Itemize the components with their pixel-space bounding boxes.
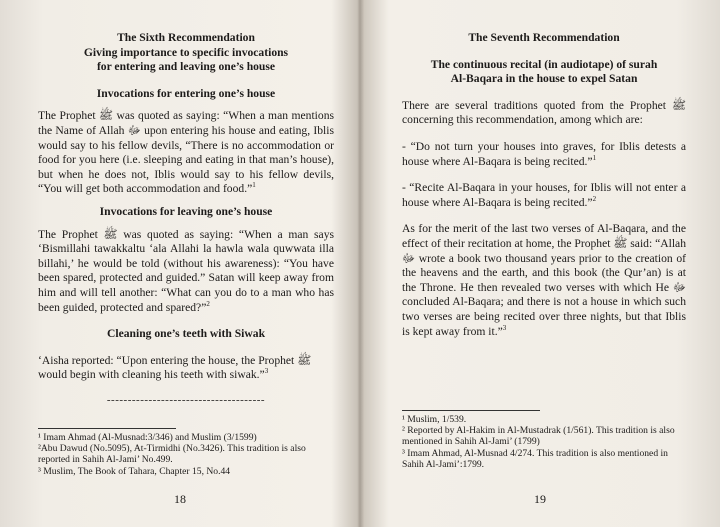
paragraph-tradition-2: - “Recite Al-Baqara in your houses, for Iblis will not enter a house where Al-Baqara is being recited.”$^2$ <box>402 181 686 209</box>
footnote-1: ¹ Muslim, 1/539. <box>402 414 467 425</box>
left-heading-line-2: Giving importance to specific invocations <box>83 45 289 59</box>
footnote-3: ³ Muslim, The Book of Tahara, Chapter 15, No.44 <box>38 465 231 477</box>
dashed-divider: -------------------------------------- <box>106 393 266 406</box>
footnote-rule <box>38 428 176 429</box>
paragraph-tradition-1: - “Do not turn your houses into graves, for Iblis detests a house where Al-Baqara is being recited.”$^1$ <box>402 139 686 168</box>
footnote-2: ²Abu Dawud (No.5095), At-Tirmidhi (No.3426). This tradition is also reported in Sahih Al-Jami’ No.499. <box>38 443 306 466</box>
paragraph-intro: There are several traditions quoted from the Prophet ﷺ concerning this recommendation, among which are: <box>402 98 686 127</box>
right-subheading <box>402 58 686 87</box>
right-footnotes <box>402 410 686 470</box>
left-heading <box>38 31 334 75</box>
footnote-2: ² Reported by Al-Hakim in Al-Mustadrak (1/561). This tradition is also mentioned in Sahih Al-Jami’ (1799) <box>402 425 675 448</box>
footnote-1: ¹ Imam Ahmad (Al-Musnad:3/346) and Muslim (3/1599) <box>38 432 257 443</box>
subheading-entering: Invocations for entering one’s house <box>96 86 276 100</box>
paragraph-siwak: ‘Aisha reported: “Upon entering the house, the Prophet ﷺ would begin with cleaning his teeth with siwak.”$^3$ <box>38 353 312 382</box>
right-subheading-line-1: The continuous recital (in audiotape) of surah <box>430 57 658 71</box>
subheading-leaving: Invocations for leaving one’s house <box>99 204 273 218</box>
left-heading-line-1: The Sixth Recommendation <box>117 31 255 44</box>
footnote-3: ³ Imam Ahmad, Al-Musnad 4/274. This tradition is also mentioned in Sahih Al-Jami’:1799. <box>402 447 668 470</box>
paragraph-last-verses: As for the merit of the last two verses of Al-Baqara, and the effect of their recitation at home, the Prophet ﷺ said: “Allah ﷻ wrote a book two thousand years prior to the creation of the heavens and the earth, and this book (the Qur’an) is at the Throne. He then revealed two verses with which He ﷻ concluded Al-Baqara; and there is not a house in which such two verses are being recited over three nights, but that Iblis is kept away from it.”$^3$ <box>402 222 686 338</box>
page-number-left: 18 <box>174 492 186 507</box>
left-heading-line-3: for entering and leaving one’s house <box>96 60 276 74</box>
footnote-rule <box>402 410 540 411</box>
right-heading: The Seventh Recommendation <box>468 31 620 44</box>
right-page <box>360 0 720 527</box>
page-number-right: 19 <box>534 492 546 507</box>
left-footnotes <box>38 428 334 477</box>
paragraph-entering: The Prophet ﷺ was quoted as saying: “When a man mentions the Name of Allah ﷻ upon entering his house and eating, Iblis would say to his fellow devils, “There is no accommodation or food for you here (i.e. sleeping and eating in that man’s house), but when he does not, Iblis would say to his fellow devils, “You will get both accommodation and food.”$^1$ <box>38 109 335 196</box>
paragraph-leaving: The Prophet ﷺ was quoted as saying: “When a man says ‘Bismillahi tawakkaltu ‘ala Allahi la hawla wala quwwata illa billahi,’ he would be told (without his awareness): “You have been spared, protected and guided.” Satan will keep away from him and will tell another: “What can you do to a man who has been guided, protected and spared?”$^2$ <box>38 227 334 314</box>
subheading-siwak: Cleaning one’s teeth with Siwak <box>106 327 266 341</box>
right-subheading-line-2: Al-Baqara in the house to expel Satan <box>450 72 638 86</box>
